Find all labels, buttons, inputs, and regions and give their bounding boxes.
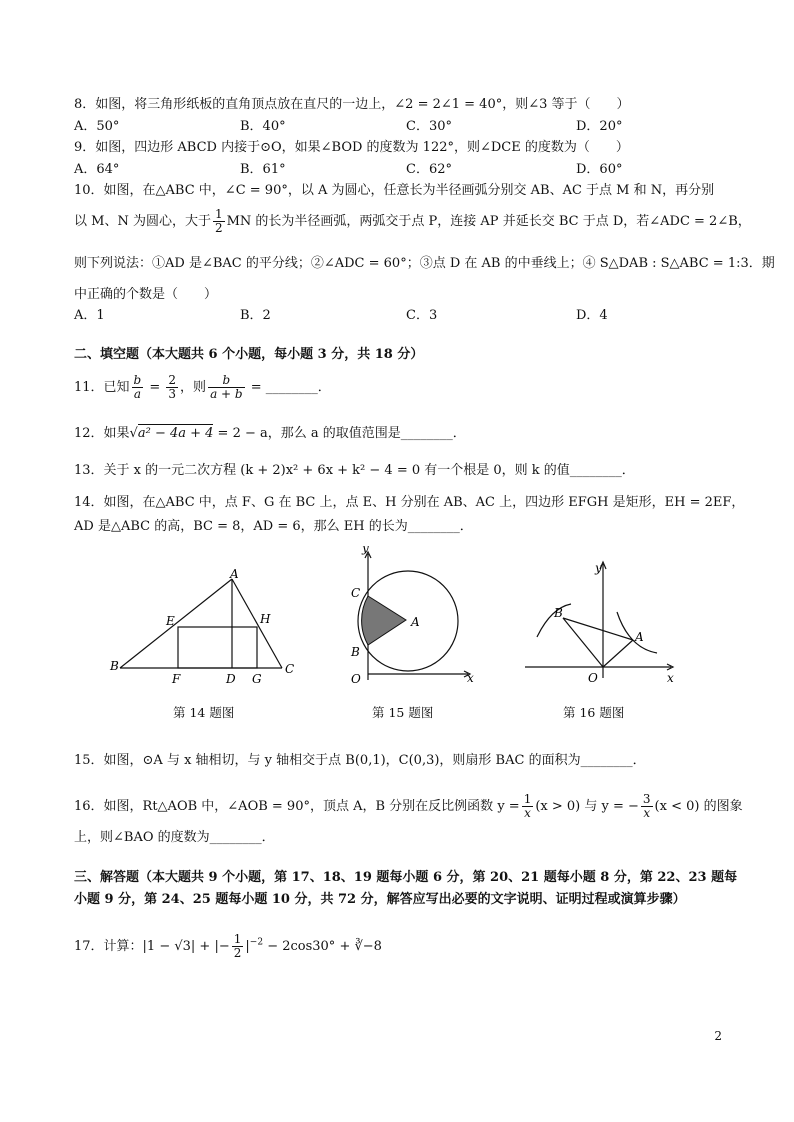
fig14-rectangle-efgh <box>178 627 257 668</box>
q12-radicand: a² − 4a + 4 <box>137 426 214 441</box>
q10-line2-a: 以 M、N 为圆心，大于 <box>74 214 211 229</box>
q11-frac1-den: a <box>133 387 141 401</box>
q11-frac3-den: a + b <box>210 387 243 401</box>
fig16-segment-ob <box>563 618 603 667</box>
fig14-label-h: H <box>260 612 271 626</box>
q9-option-d: D．60° <box>576 162 623 177</box>
fig15-label-b: B <box>351 645 360 659</box>
fig16-label-a: A <box>635 630 644 644</box>
q10-line2 <box>74 208 751 235</box>
fig14-label-b: B <box>110 659 119 673</box>
fig15-caption: 第 15 题图 <box>372 705 434 720</box>
fig14-label-a: A <box>230 567 239 581</box>
fig14-label-g: G <box>252 672 262 686</box>
q11-frac3 <box>208 374 245 401</box>
q17-a: 17．计算： <box>74 939 143 954</box>
fig16-label-b: B <box>554 606 563 620</box>
q16-frac1-den: x <box>524 806 531 820</box>
q11-frac2-num: 2 <box>168 373 177 387</box>
q17-frac-den: 2 <box>233 946 242 960</box>
q17-exponent: −2 <box>249 937 264 948</box>
q10-line2-b: MN 的长为半径画弧，两弧交于点 P，连接 AP 并延长交 BC 于点 D，若∠ADC = 2∠B， <box>226 214 751 229</box>
q16-frac2-num: 3 <box>642 792 651 806</box>
q10-option-d: D．4 <box>576 308 608 323</box>
figure-14 <box>108 566 298 686</box>
fig15-label-a: A <box>411 615 420 629</box>
q16-line1 <box>74 793 743 820</box>
q15: 15．如图，⊙A 与 x 轴相切，与 y 轴相交于点 B(0,1)，C(0,3)，则扇形 BAC 的面积为________． <box>74 753 646 768</box>
q10-option-c: C．3 <box>406 308 438 323</box>
fig16-label-o: O <box>588 671 598 685</box>
fig16-label-x: x <box>667 671 674 685</box>
q11-eq: = <box>145 380 165 395</box>
q17 <box>74 933 382 960</box>
q17-rest: − 2cos30° + ∛−8 <box>263 939 382 954</box>
page-number: 2 <box>714 1029 722 1043</box>
fig15-label-o: O <box>351 672 361 686</box>
q10-option-a: A．1 <box>74 308 105 323</box>
q11-c: = ________． <box>246 380 331 395</box>
q11 <box>74 374 331 401</box>
q16-c: (x < 0) 的图象 <box>654 799 743 814</box>
q8-stem: 8．如图，将三角形纸板的直角顶点放在直尺的一边上，∠2 = 2∠1 = 40°，则∠3 等于（ ） <box>74 97 630 112</box>
fig16-segment-oa <box>603 640 633 667</box>
fig14-segment-ab <box>120 579 232 668</box>
sqrt-icon: √ <box>129 426 138 441</box>
q8-option-c: C．30° <box>406 119 452 134</box>
q16-frac1 <box>522 793 534 820</box>
q11-frac1 <box>132 374 144 401</box>
section3-heading-line2: 小题 9 分，第 24、25 题每小题 10 分，共 72 分，解答应写出必要的文字说明、证明过程或演算步骤） <box>74 892 686 907</box>
q17-abs1: |1 − √3| <box>142 939 196 954</box>
q11-b: ，则 <box>180 380 207 395</box>
fig14-label-f: F <box>172 672 181 686</box>
q9-option-b: B．61° <box>240 162 286 177</box>
fig16-segment-ab <box>563 618 633 640</box>
q17-plus: + <box>195 939 215 954</box>
q9-option-c: C．62° <box>406 162 452 177</box>
q8-option-d: D．20° <box>576 119 623 134</box>
fig14-label-d: D <box>226 672 236 686</box>
q8-option-b: B．40° <box>240 119 286 134</box>
q8-option-a: A．50° <box>74 119 120 134</box>
q16-frac2 <box>641 793 653 820</box>
q16-frac1-num: 1 <box>523 792 532 806</box>
q16-frac2-den: x <box>643 806 651 820</box>
section3-heading-line1: 三、解答题（本大题共 9 个小题，第 17、18、19 题每小题 6 分，第 20、21 题每小题 8 分，第 22、23 题每 <box>74 870 738 885</box>
q9-option-a: A．64° <box>74 162 120 177</box>
q13: 13．关于 x 的一元二次方程 (k + 2)x² + 6x + k² − 4 = 0 有一个根是 0，则 k 的值________． <box>74 463 635 478</box>
q10-line1: 10．如图，在△ABC 中，∠C = 90°，以 A 为圆心，任意长为半径画弧分别交 AB、AC 于点 M 和 N，再分别 <box>74 183 715 198</box>
q9-stem: 9．如图，四边形 ABCD 内接于⊙O，如果∠BOD 的度数为 122°，则∠DCE 的度数为（ ） <box>74 140 629 155</box>
q12-b: = 2 − a，那么 a 的取值范围是________． <box>213 426 466 441</box>
q12 <box>74 425 466 443</box>
fig15-label-c: C <box>351 586 361 600</box>
q17-abs2-post: | <box>245 939 250 954</box>
q16-b: (x > 0) 与 y = − <box>535 799 639 814</box>
fig14-label-c: C <box>285 662 295 676</box>
q10-frac-num: 1 <box>214 207 223 221</box>
figure-16 <box>525 560 680 688</box>
q10-line4: 中正确的个数是（ ） <box>74 287 218 302</box>
q17-frac-num: 1 <box>233 932 242 946</box>
q11-frac1-num: b <box>133 373 142 387</box>
fig16-label-y: y <box>595 561 602 575</box>
q17-abs2-pre: |− <box>214 939 230 954</box>
q16-line2: 上，则∠BAO 的度数为________． <box>74 830 275 845</box>
q11-a: 11．已知 <box>74 380 130 395</box>
q11-frac3-num: b <box>208 374 245 388</box>
q10-fraction <box>213 208 225 235</box>
q11-frac2 <box>166 374 178 401</box>
q16-a: 16．如图，Rt△AOB 中，∠AOB = 90°，顶点 A，B 分别在反比例函数 y = <box>74 799 520 814</box>
q10-option-b: B．2 <box>240 308 271 323</box>
fig15-label-x: x <box>467 671 474 685</box>
fig16-caption: 第 16 题图 <box>563 705 625 720</box>
q14-line2: AD 是△ABC 的高，BC = 8，AD = 6，那么 EH 的长为________． <box>74 519 473 534</box>
q11-frac2-den: 3 <box>168 387 177 401</box>
figure-15 <box>340 546 480 688</box>
fig14-caption: 第 14 题图 <box>173 705 235 720</box>
fig15-sector-bac <box>362 596 406 645</box>
q12-a: 12．如果 <box>74 426 130 441</box>
q14-line1: 14．如图，在△ABC 中，点 F、G 在 BC 上，点 E、H 分别在 AB、AC 上，四边形 EFGH 是矩形，EH = 2EF， <box>74 495 745 510</box>
section2-heading: 二、填空题（本大题共 6 个小题，每小题 3 分，共 18 分） <box>74 347 424 362</box>
q10-line3: 则下列说法：①AD 是∠BAC 的平分线；②∠ADC = 60°；③点 D 在 AB 的中垂线上；④ S△DAB : S△ABC = 1:3．期 <box>74 256 775 271</box>
fig14-label-e: E <box>166 614 175 628</box>
q10-frac-den: 2 <box>214 221 223 235</box>
q17-frac <box>232 933 244 960</box>
fig15-label-y: y <box>362 546 369 555</box>
